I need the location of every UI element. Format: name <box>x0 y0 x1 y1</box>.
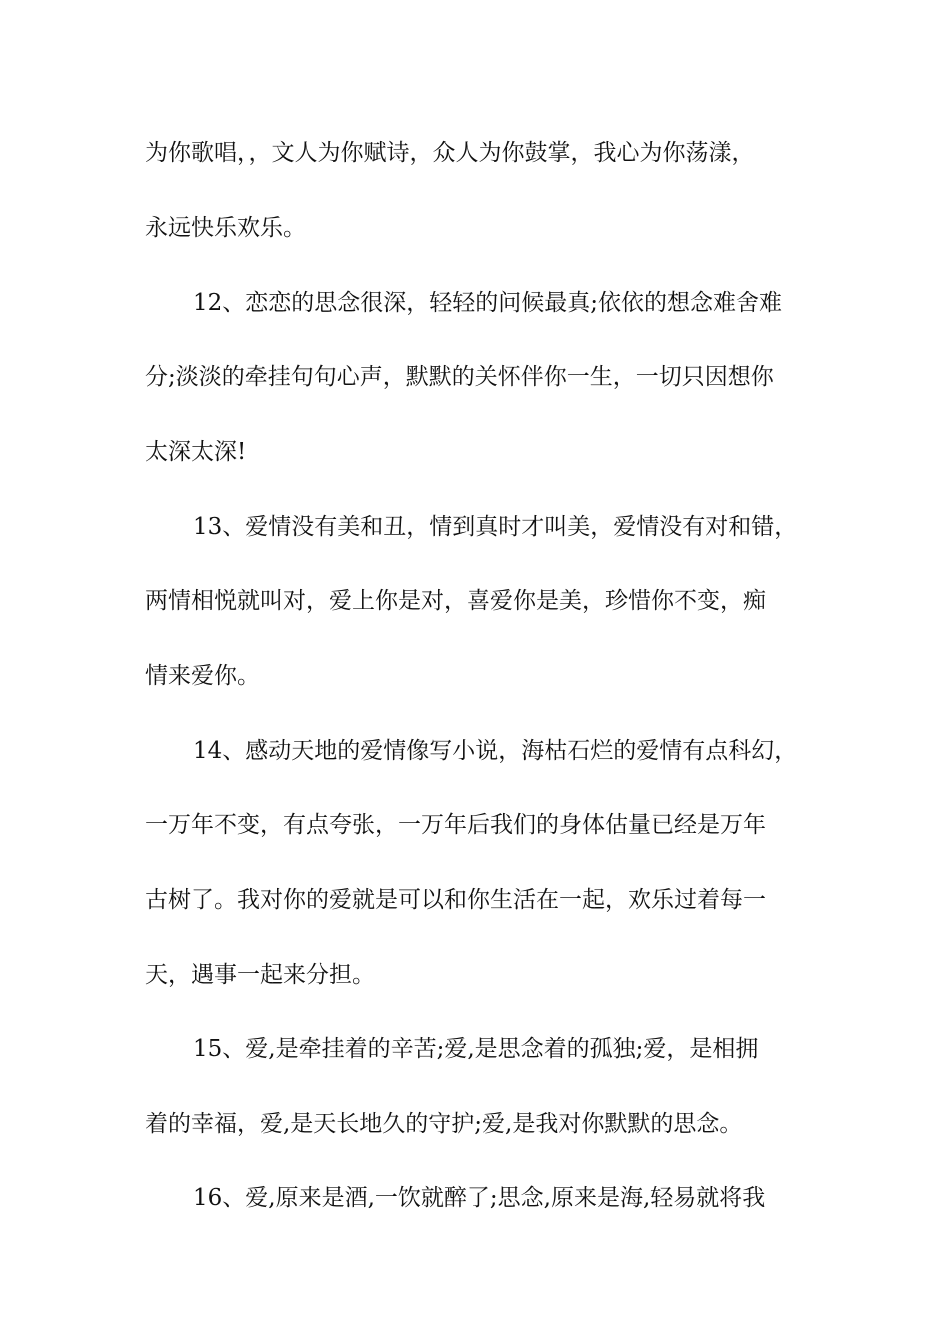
text-line: 古树了。我对你的爱就是可以和你生活在一起，欢乐过着每一 <box>145 887 766 913</box>
text-line: 分;淡淡的牵挂句句心声，默默的关怀伴你一生，一切只因想你 <box>145 364 774 390</box>
paragraph-14-line: 14、感动天地的爱情像写小说，海枯石烂的爱情有点科幻， <box>193 738 798 764</box>
text-line: 情来爱你。 <box>145 663 260 689</box>
text-line: 着的幸福，爱,是天长地久的守护;爱,是我对你默默的思念。 <box>145 1111 743 1137</box>
text-line: 一万年不变，有点夸张，一万年后我们的身体估量已经是万年 <box>145 812 766 838</box>
paragraph-12-line: 12、恋恋的思念很深，轻轻的问候最真;依依的想念难舍难 <box>193 290 783 316</box>
text-line: 天，遇事一起来分担。 <box>145 962 375 988</box>
text-line: 两情相悦就叫对，爱上你是对，喜爱你是美，珍惜你不变，痴 <box>145 588 766 614</box>
paragraph-16-line: 16、爱,原来是酒,一饮就醉了;思念,原来是海,轻易就将我 <box>193 1185 766 1211</box>
paragraph-15-line: 15、爱,是牵挂着的辛苦;爱,是思念着的孤独;爱，是相拥 <box>193 1036 759 1062</box>
paragraph-13-line: 13、爱情没有美和丑，情到真时才叫美，爱情没有对和错， <box>193 514 798 540</box>
text-line: 永远快乐欢乐。 <box>145 215 306 241</box>
text-line: 太深太深! <box>145 439 247 465</box>
text-line: 为你歌唱，，文人为你赋诗，众人为你鼓掌，我心为你荡漾， <box>145 140 755 166</box>
